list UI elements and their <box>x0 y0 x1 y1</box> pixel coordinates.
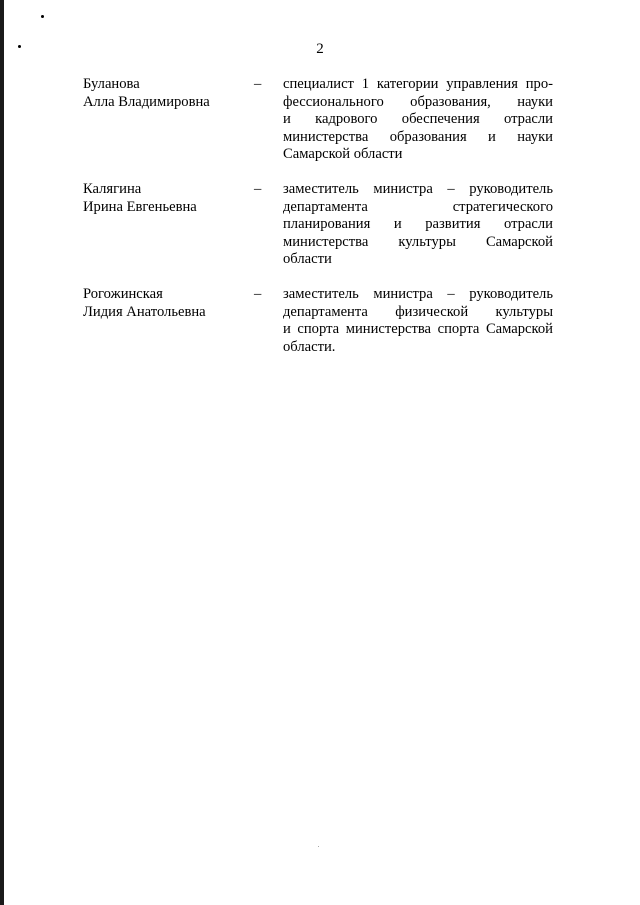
position-line: области <box>283 251 332 268</box>
person-name <box>83 181 248 216</box>
position-line: Самарской области <box>283 146 403 163</box>
scan-speck <box>318 846 319 847</box>
position-line: специалист 1 категории управления про- <box>283 76 553 92</box>
position-line: планирования и развития отрасли <box>283 216 553 233</box>
entry-dash: – <box>254 76 262 92</box>
person-position <box>283 181 553 269</box>
position-line: и спорта министерства спорта Самарской <box>283 321 553 338</box>
scan-edge-shadow <box>0 0 4 905</box>
person-surname: Калягина <box>83 181 142 197</box>
position-line: заместитель министра – руководитель <box>283 181 553 197</box>
position-line: и кадрового обеспечения отрасли <box>283 111 553 128</box>
person-given-names: Алла Владимировна <box>83 93 210 110</box>
position-line: министерства образования и науки <box>283 128 553 145</box>
person-given-names: Ирина Евгеньевна <box>83 198 197 215</box>
position-line: фессионального образования, науки <box>283 93 553 110</box>
person-surname: Рогожинская <box>83 286 163 302</box>
person-name <box>83 76 248 111</box>
person-position <box>283 286 553 356</box>
position-line: департамента стратегического <box>283 198 553 215</box>
page-number: 2 <box>316 41 324 57</box>
position-line: министерства культуры Самарской <box>283 233 553 250</box>
entry-dash: – <box>254 286 262 302</box>
entry-dash: – <box>254 181 262 197</box>
person-name <box>83 286 248 321</box>
person-position <box>283 76 553 164</box>
person-given-names: Лидия Анатольевна <box>83 303 206 320</box>
position-line: департамента физической культуры <box>283 303 553 320</box>
position-line: заместитель министра – руководитель <box>283 286 553 302</box>
person-surname: Буланова <box>83 76 140 92</box>
scan-speck <box>41 15 44 18</box>
position-line: области. <box>283 338 336 355</box>
